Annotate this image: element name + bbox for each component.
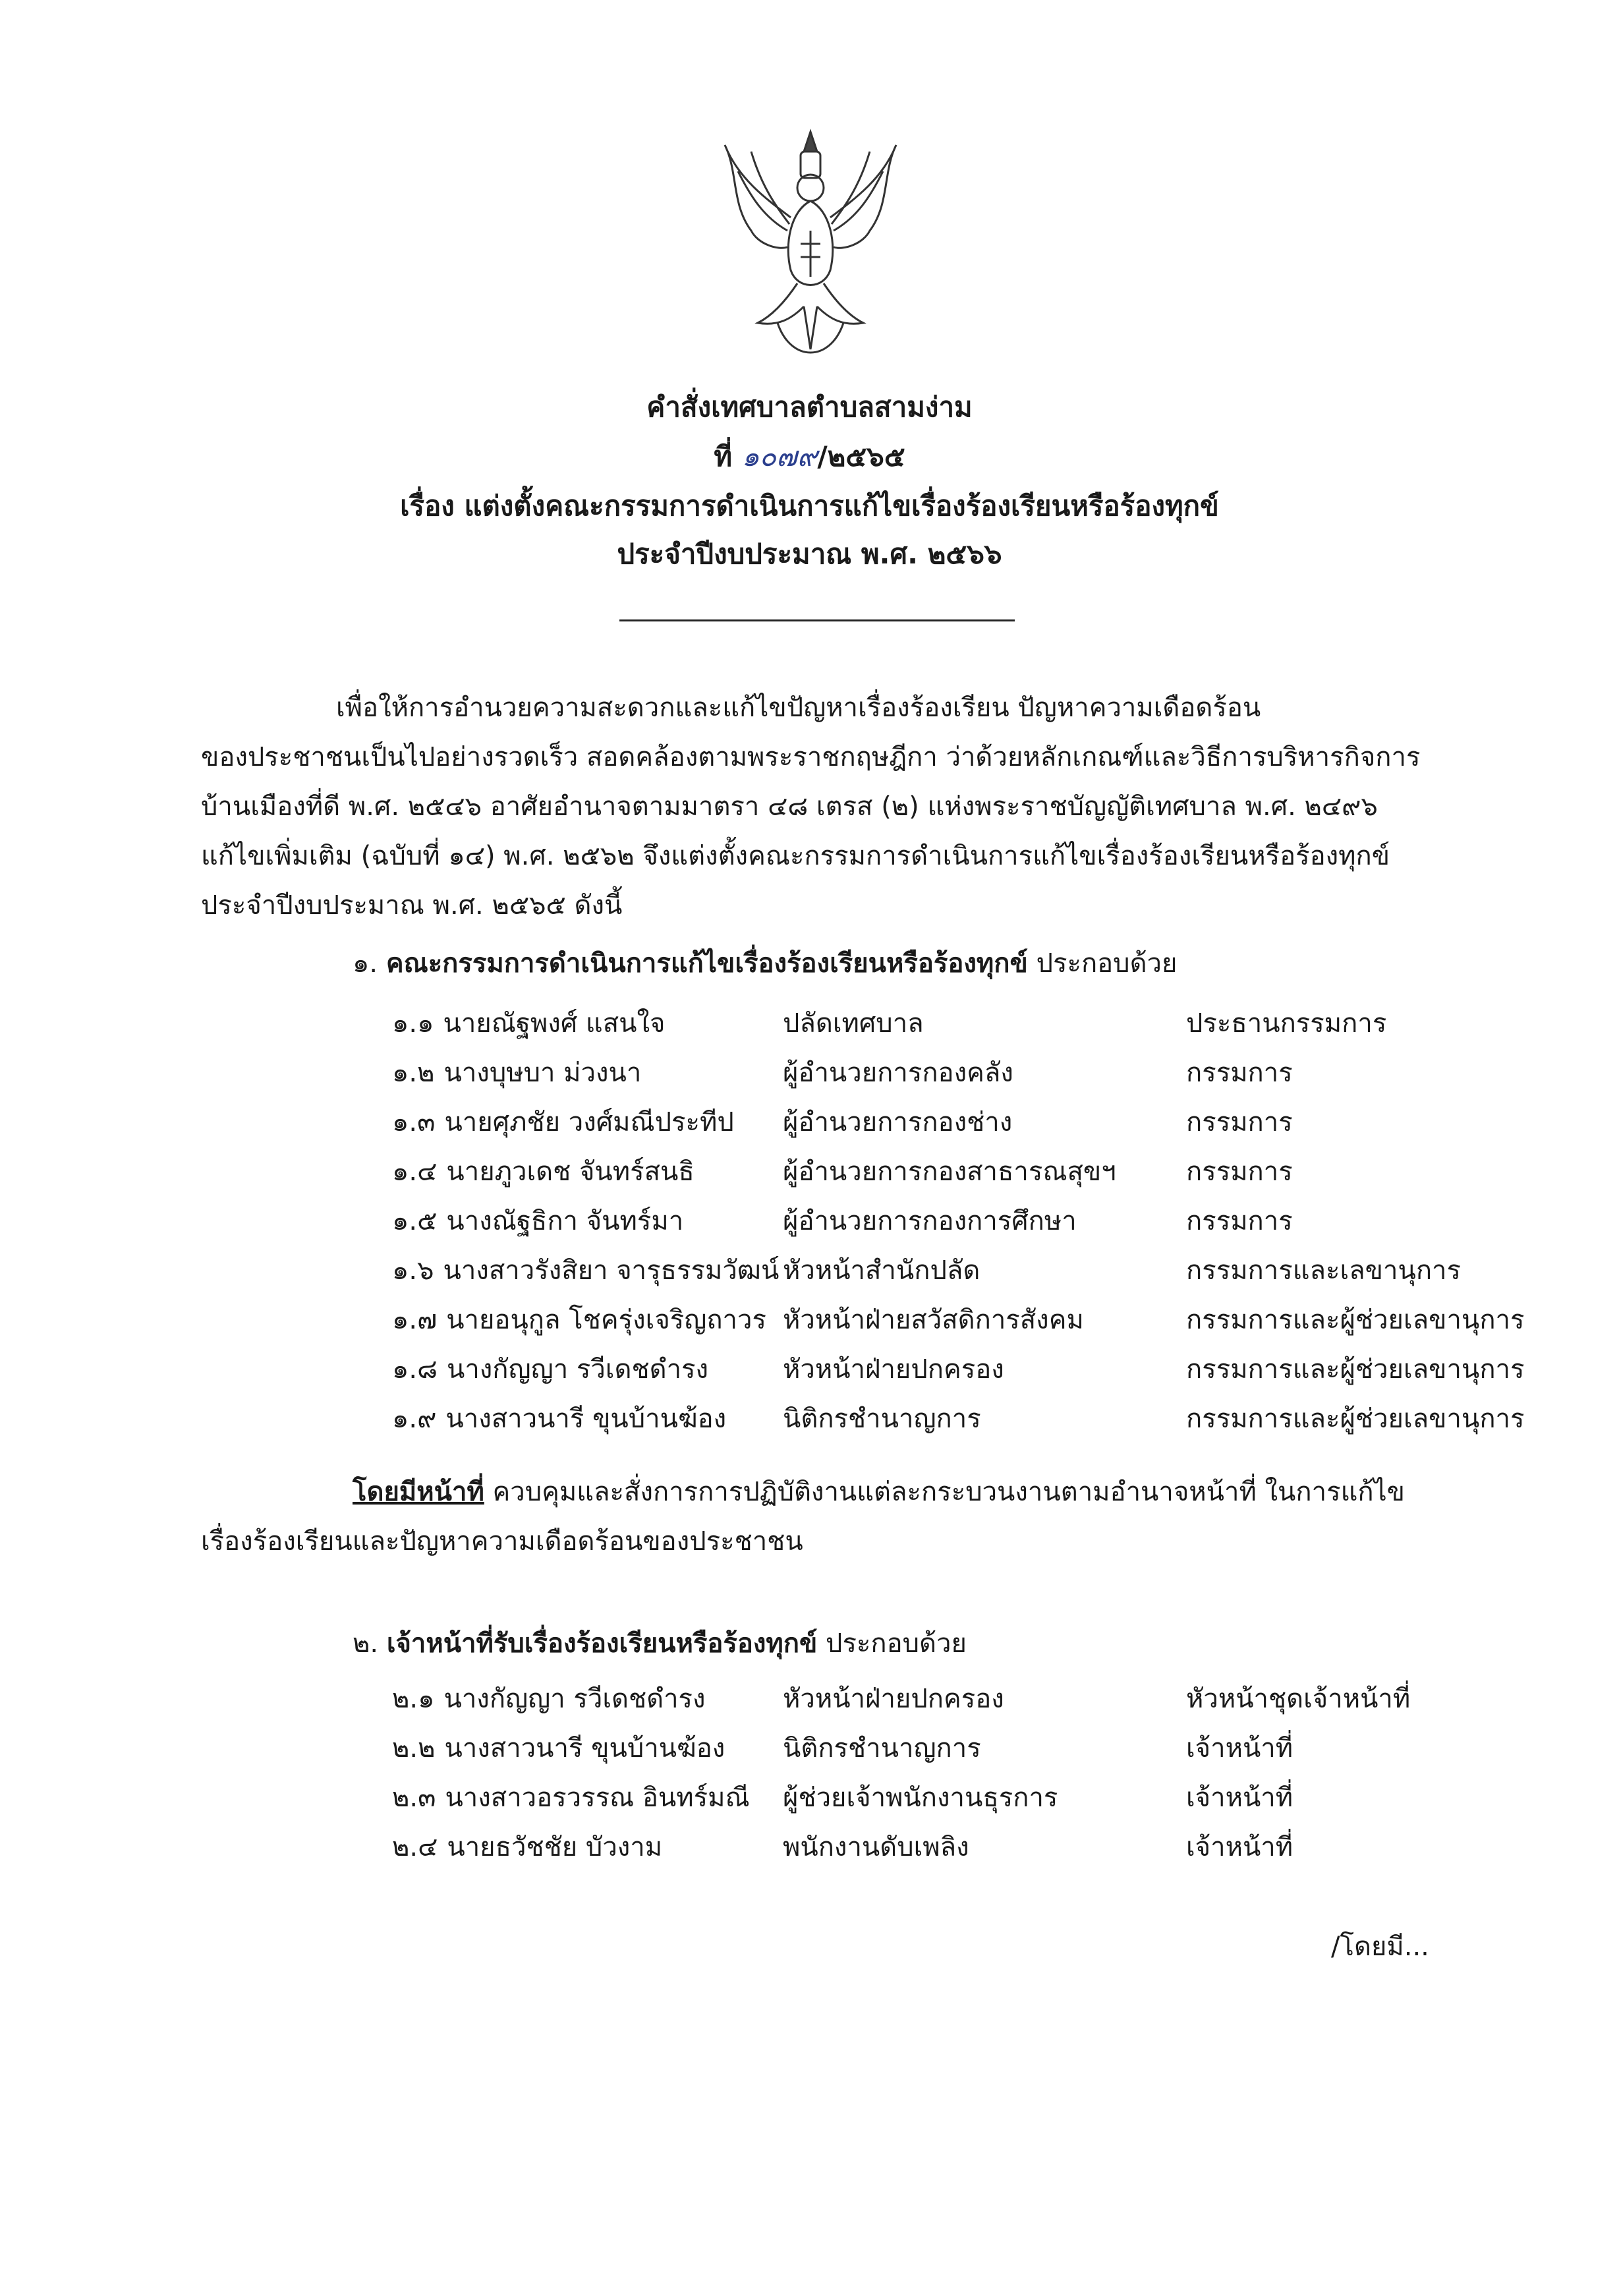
member-name: นางบุษบา ม่วงนา [443, 1058, 642, 1088]
member-position: นิติกรชำนาญการ [783, 1404, 981, 1434]
intro-line-1: เพื่อให้การอำนวยความสะดวกและแก้ไขปัญหาเรื่องร้องเรียน ปัญหาความเดือดร้อน [336, 693, 1261, 723]
member-position: หัวหน้าฝ่ายปกครอง [783, 1354, 1004, 1385]
order-number-prefix: ที่ [714, 440, 733, 473]
member-position: ผู้อำนวยการกองสาธารณสุขฯ [783, 1157, 1116, 1187]
member-number: ๑.๙ [392, 1404, 437, 1434]
member-position: นิติกรชำนาญการ [783, 1733, 981, 1764]
duty-text: ควบคุมและสั่งการการปฏิบัติงานแต่ละกระบวนงานตามอำนาจหน้าที่ ในการแก้ไข [492, 1477, 1406, 1507]
member-name: นายณัฐพงศ์ แสนใจ [443, 1008, 666, 1039]
member-number: ๑.๕ [392, 1206, 438, 1236]
member-role: กรรมการและเลขานุการ [1186, 1255, 1461, 1286]
section1-duty-line-2: เรื่องร้องเรียนและปัญหาความเดือดร้อนของประชาชน [201, 1526, 803, 1557]
section1-title: คณะกรรมการดำเนินการแก้ไขเรื่องร้องเรียนหรือร้องทุกข์ [385, 948, 1028, 979]
order-number [0, 435, 1619, 478]
intro-line-5: ประจำปีงบประมาณ พ.ศ. ๒๕๖๕ ดังนี้ [201, 890, 623, 921]
member-position: ผู้อำนวยการกองการศึกษา [783, 1206, 1077, 1236]
member-name: นางสาวนารี ขุนบ้านฆ้อง [445, 1404, 727, 1434]
intro-line-2: ของประชาชนเป็นไปอย่างรวดเร็ว สอดคล้องตามพระราชกฤษฎีกา ว่าด้วยหลักเกณฑ์และวิธีการบริหารกิจการ [201, 742, 1421, 772]
member-no-name [392, 1727, 725, 1769]
member-no-name [392, 1397, 726, 1439]
member-role: ประธานกรรมการ [1186, 1008, 1387, 1039]
member-no-name [392, 1051, 641, 1093]
section1-number: ๑. [353, 948, 378, 979]
order-fiscal-year: ประจำปีงบประมาณ พ.ศ. ๒๕๖๖ [617, 538, 1002, 570]
member-role: เจ้าหน้าที่ [1186, 1783, 1293, 1813]
member-number: ๑.๖ [392, 1255, 434, 1286]
member-number: ๑.๓ [392, 1107, 436, 1137]
header-divider [619, 619, 1015, 621]
member-name: นางกัญญา รวีเดชดำรง [443, 1684, 706, 1714]
section2-suffix: ประกอบด้วย [826, 1628, 967, 1659]
member-name: นางสาวรังสิยา จารุธรรมวัฒน์ [443, 1255, 780, 1286]
member-no-name [392, 1249, 779, 1291]
member-name: นายธวัชชัย บัวงาม [447, 1832, 663, 1862]
member-number: ๑.๒ [392, 1058, 435, 1088]
section2-title: เจ้าหน้าที่รับเรื่องร้องเรียนหรือร้องทุกข์ [386, 1628, 818, 1659]
member-role: กรรมการและผู้ช่วยเลขานุการ [1186, 1305, 1525, 1335]
intro-line-4: แก้ไขเพิ่มเติม (ฉบับที่ ๑๔) พ.ศ. ๒๕๖๒ จึงแต่งตั้งคณะกรรมการดำเนินการแก้ไขเรื่องร้องเรียนหรือร้องทุกข์ [201, 841, 1390, 871]
duty-label: โดยมีหน้าที่ [353, 1477, 484, 1507]
member-number: ๒.๔ [392, 1832, 438, 1862]
member-no-name [392, 1348, 708, 1390]
member-position: ผู้ช่วยเจ้าพนักงานธุรการ [783, 1783, 1058, 1813]
member-number: ๒.๑ [392, 1684, 435, 1714]
member-role: กรรมการ [1186, 1107, 1293, 1137]
member-number: ๒.๒ [392, 1733, 436, 1764]
order-number-suffix: /๒๕๖๕ [817, 440, 905, 473]
member-no-name [392, 1101, 734, 1143]
member-name: นายศุภชัย วงศ์มณีประทีป [444, 1107, 734, 1137]
order-subject: เรื่อง แต่งตั้งคณะกรรมการดำเนินการแก้ไขเรื่องร้องเรียนหรือร้องทุกข์ [400, 490, 1219, 522]
member-position: พนักงานดับเพลิง [783, 1832, 969, 1862]
section1-suffix: ประกอบด้วย [1036, 948, 1178, 979]
member-role: เจ้าหน้าที่ [1186, 1832, 1293, 1862]
member-no-name [392, 1677, 706, 1719]
member-position: ผู้อำนวยการกองช่าง [783, 1107, 1013, 1137]
member-name: นางกัญญา รวีเดชดำรง [446, 1354, 709, 1385]
member-number: ๑.๔ [392, 1157, 438, 1187]
member-role: กรรมการ [1186, 1058, 1293, 1088]
order-title: คำสั่งเทศบาลตำบลสามง่าม [646, 391, 973, 423]
member-no-name [392, 1776, 750, 1818]
garuda-emblem [712, 125, 909, 362]
member-role: หัวหน้าชุดเจ้าหน้าที่ [1186, 1684, 1411, 1714]
member-name: นางสาวอรวรรณ อินทร์มณี [445, 1783, 750, 1813]
member-name: นางณัฐธิกา จันทร์มา [446, 1206, 684, 1236]
member-name: นายภูวเดช จันทร์สนธิ [446, 1157, 695, 1187]
page-continuation: /โดยมี... [1331, 1932, 1429, 1962]
intro-line-3: บ้านเมืองที่ดี พ.ศ. ๒๕๔๖ อาศัยอำนาจตามมาตรา ๔๘ เตรส (๒) แห่งพระราชบัญญัติเทศบาล พ.ศ. ๒๔๙๖ [201, 791, 1378, 822]
member-role: กรรมการและผู้ช่วยเลขานุการ [1186, 1354, 1525, 1385]
member-number: ๑.๑ [392, 1008, 434, 1039]
member-role: กรรมการและผู้ช่วยเลขานุการ [1186, 1404, 1525, 1434]
member-role: เจ้าหน้าที่ [1186, 1733, 1293, 1764]
section1-heading [353, 948, 1177, 979]
member-no-name [392, 1298, 766, 1340]
order-number-handwritten: ๑๐๗๙ [741, 440, 818, 473]
section2-heading [353, 1628, 967, 1659]
section1-duty-line-1 [353, 1476, 1405, 1508]
member-no-name [392, 1199, 683, 1242]
member-position: ปลัดเทศบาล [783, 1008, 924, 1039]
member-role: กรรมการ [1186, 1157, 1293, 1187]
member-role: กรรมการ [1186, 1206, 1293, 1236]
member-no-name [392, 1825, 662, 1868]
section2-number: ๒. [353, 1628, 379, 1659]
member-number: ๑.๘ [392, 1354, 438, 1385]
member-no-name [392, 1150, 695, 1192]
member-position: ผู้อำนวยการกองคลัง [783, 1058, 1013, 1088]
member-name: นายอนุกูล โชครุ่งเจริญถาวร [446, 1305, 766, 1335]
member-number: ๑.๗ [392, 1305, 438, 1335]
member-number: ๒.๓ [392, 1783, 436, 1813]
member-position: หัวหน้าฝ่ายสวัสดิการสังคม [783, 1305, 1084, 1335]
member-no-name [392, 1002, 665, 1044]
member-name: นางสาวนารี ขุนบ้านฆ้อง [444, 1733, 725, 1764]
member-position: หัวหน้าฝ่ายปกครอง [783, 1684, 1004, 1714]
member-position: หัวหน้าสำนักปลัด [783, 1255, 980, 1286]
